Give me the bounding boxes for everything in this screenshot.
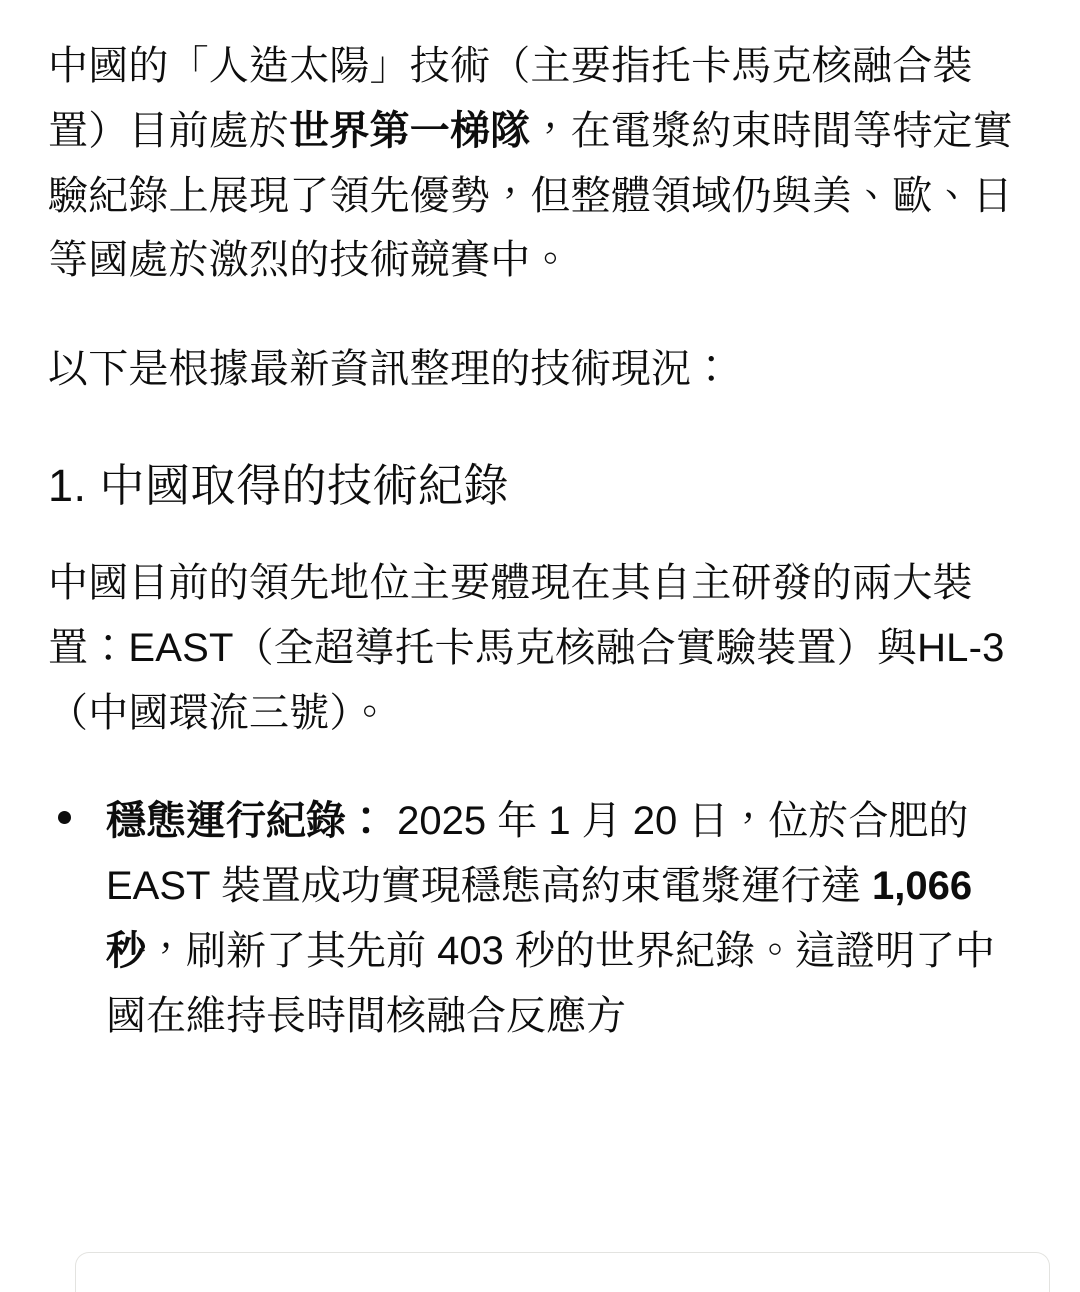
plain-text: ，刷新了其先前 403 秒的世界紀錄。這證明了中國在維持長時間核融合反應方	[106, 928, 995, 1038]
emphasized-text: 穩態運行紀錄：	[106, 799, 386, 844]
list-item-text	[106, 799, 995, 1037]
paragraph-devices	[48, 551, 1032, 745]
section-heading: 1. 中國取得的技術紀錄	[48, 459, 510, 511]
list-item	[48, 789, 1032, 1048]
plain-text: 以下是根據最新資訊整理的技術現況：	[48, 347, 732, 392]
paragraph-intro	[48, 34, 1032, 293]
paragraph-lead-in	[48, 337, 1032, 402]
bullet-dot-icon	[58, 811, 71, 824]
bottom-sheet-edge	[75, 1252, 1050, 1292]
plain-text: ，在電漿約束時間等特定實驗紀錄上展現了領先優勢，但整體領域仍與美、歐、日等國處於激烈的技術競賽中。	[48, 108, 1013, 283]
plain-text: 中國的「人造太陽」技術（主要指托卡馬克核融合裝置）目前處於	[48, 44, 973, 153]
record-list	[48, 789, 1032, 1048]
emphasized-text: 1,066 秒	[106, 864, 973, 973]
plain-text: 2025 年 1 月 20 日，位於合肥的 EAST 裝置成功實現穩態高約束電漿運行達	[106, 799, 969, 909]
emphasized-text: 世界第一梯隊	[289, 108, 531, 153]
plain-text: 中國目前的領先地位主要體現在其自主研發的兩大裝置：EAST（全超導托卡馬克核融合實驗裝置）與HL-3（中國環流三號）。	[48, 560, 1005, 735]
